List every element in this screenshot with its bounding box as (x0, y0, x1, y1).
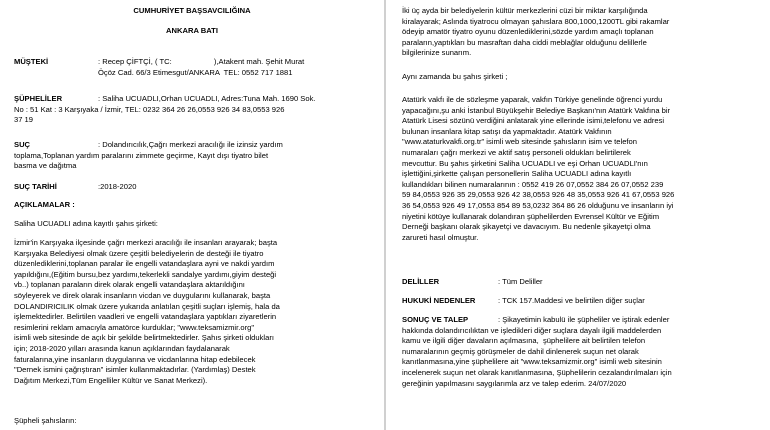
explanations-label: AÇIKLAMALAR : (14, 200, 75, 209)
paragraph-company: Saliha UCUADLI adına kayıtlı şahıs şirketi: (14, 219, 158, 228)
suspects-label: ŞÜPHELİLER (14, 94, 63, 103)
addressee-subtitle: ANKARA BATI (166, 26, 218, 35)
addressee-title: CUMHURİYET BAŞSAVCILIĞINA (133, 6, 251, 15)
complainant-label: MÜŞTEKİ (14, 57, 49, 66)
crime-date-value: :2018-2020 (98, 182, 137, 191)
crime-value: : Dolandırıcılık,Çağrı merkezi aracılığı ile izinsiz yardım toplama,Toplanan yardım paralarını zimmete geçirme, Kayıt dışı tiyatro bilet basma ve dağıtma (14, 140, 283, 171)
result-label: SONUÇ VE TALEP (402, 315, 469, 324)
legal-grounds-label: HUKUKİ NEDENLER (402, 296, 476, 305)
paragraph-also: Aynı zamanda bu şahıs şirketi ; (402, 72, 508, 81)
suspects-value: : Saliha UCUADLI,Orhan UCUADLI, Adres:Tuna Mah. 1690 Sok. No : 51 Kat : 3 Karşıyaka / İzmir, TEL: 0232 364 26 26,0553 926 34 83,0553 926 37 19 (14, 94, 316, 125)
evidence-value: : Tüm Deliller (498, 277, 543, 286)
right-page (386, 0, 770, 430)
crime-label: SUÇ (14, 140, 31, 149)
paragraph-suspects: Şüpheli şahısların: (14, 416, 77, 425)
left-page (0, 0, 384, 430)
crime-date-label: SUÇ TARİHİ (14, 182, 57, 191)
result-value: : Şikayetimin kabulü ile şüpheliler ve iştirak edenler hakkında dolandırıcılıktan ve işledikleri diğer suçlara dayalı ilgili maddelerden kamu ve ilgili diğer davaların açılmasına, şüphelilere ait belirtilen telefon numaralarının geçmiş görüşmeler de dahil dinlenerek suçun net olarak kanıtlanmasına,yine şüphelilere ait "www.teksamizmir.org" isimli web sitesinin incelenerek suçun net olarak kanıtlanmasına, Şüphelilerin cezalandırılmaları için gereğinin yapılmasını saygılarımla arz ve talep ederim. 24/07/2020 (402, 315, 672, 388)
paragraph-theatre: İki üç ayda bir belediyelerin kültür merkezlerini cüzi bir miktar karşılığında kiralayarak; Aslında tiyatrocu olmayan şahıslara 800,1000,1200TL gibi rakamlar ödeyip amatör tiyatro oyunu düzenlediklerini,sözde yardım amaçlı toplanan paraların,yaptıkları bu masraftan daha ciddi meblağlar olduğunu delillerle bilgilerinize sunarım. (402, 6, 670, 58)
legal-grounds-value: : TCK 157.Maddesi ve belirtilen diğer suçlar (498, 296, 645, 305)
complainant-value: : Recep ÇİFTÇİ, ( TC: ),Atakent mah. Şehit Murat Öçöz Cad. 66/3 Etimesgut/ANKARA TEL: 0552 717 1881 (98, 57, 305, 77)
paragraph-ataturk: Atatürk vakfı ile de sözleşme yaparak, vakfın Türkiye genelinde öğrenci yurdu yapacağını,şu anki İstanbul Büyükşehir Belediye Başkanı'nın Atatürk Vakfına bir Atatürk Lisesi sözünü verdiğini anlatarak yine ellerinde isimi,telefonu ve adresi bulunan insanlara kitap satışı da yapmaktadır. Atatürk Vakfının "www.ataturkvakfi.org.tr" isimli web sitesinde şahısların isim ve telefon numaraları çağrı merkezi ve aktif satış personeli oldukları belirtilerek mevcuttur. Bu şahıs şirketini Saliha UCUADLI ve eşi Orhan UCUADLI'nın işlettiğini,şirkette çalışan personellerin Saliha UCUADLI adına kayıtlı kullandıkları bilinen numaralarının : 0552 419 26 07,0552 384 26 07,0552 239 59 84,0553 926 35 29,0553 926 42 38,0553 926 48 35,0553 926 41 67,0553 926 36 54,0553 926 49 17,0553 854 89 53,0232 364 86 26 olduğunu ve insanların iyi niyetini kötüye kullanarak dolandıran şüphelilerden Evrensel Kültür ve Eğitim Derneği başkanı olarak şikayetçi ve davacıyım. Bu nedenle şikayetçi olma zarureti hasıl olmuştur. (402, 95, 675, 242)
evidence-label: DELİLLER (402, 277, 440, 286)
paragraph-details: İzmir'in Karşıyaka ilçesinde çağrı merkezi aracılığı ile insanları arayarak; başta Karşıyaka Belediyesi olmak üzere çeşitli belediyelerin de desteği ile tiyatro düzenlediklerini,toplanan paralar ile engelli vatandaşlara ayni ve nakdi yardım yapıldığını,(Eğitim bursu,bez yardımı,tekerlekli sandalye yardımı,giyim desteği vb..) toplanan paraların direk olarak engelli vatandaşlara aktarıldığını söyleyerek ve direk olarak insanların vicdan ve duygularını kullanarak, başta DOLANDIRICILIK olmak üzere yukarıda anlatılan çeşitli suçları işlemiş, hala da işlemektedirler. Belirtilen vaadleri ve engelli vatandaşlara yaptıkları ziyaretlerin resimlerini reklam amacıyla amatörce kurduklar; "www.teksamizmir.org" isimli web sitesinde de açık bir şekilde belirtmektedirler. Şahıs şirketi oldukları için; 2018-2020 yılları arasında kanun açıklarından faydalanarak faturalarına,yine insanların duygularına ve vicdanlarına hitap edebilecek "Dernek ismini çağrıştıran" isimler kullanmaktadırlar. (Yardımlaş) Destek Dağıtım Merkezi,Tüm Engelliler Kültür ve Sanat Merkezi). (14, 238, 280, 385)
